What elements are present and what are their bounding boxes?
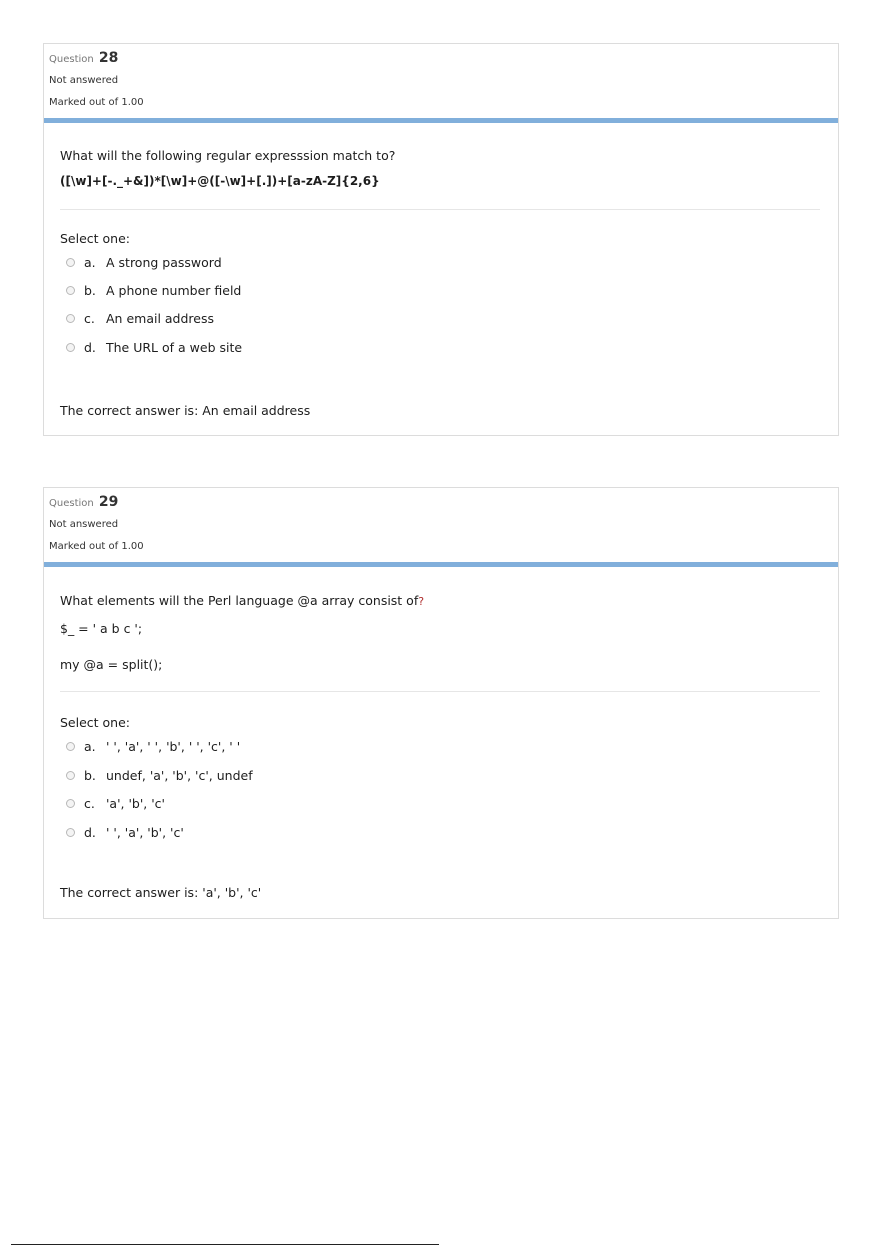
option-text: An email address: [106, 310, 215, 326]
option-letter: d.: [84, 824, 96, 840]
option-text: The URL of a web site: [106, 339, 243, 355]
select-prompt: Select one:: [60, 231, 131, 246]
option-a[interactable]: [66, 253, 222, 271]
option-d[interactable]: [66, 823, 184, 841]
question-text-main: What elements will the Perl language @a array consist of: [60, 593, 419, 608]
radio-button[interactable]: [66, 286, 75, 295]
option-a[interactable]: [66, 737, 240, 755]
option-text: 'a', 'b', 'c': [106, 795, 165, 811]
question-divider: [44, 118, 838, 123]
question-grade: Marked out of 1.00: [49, 541, 144, 552]
question-text: What will the following regular expresssion match to?: [60, 148, 396, 163]
question-grade: Marked out of 1.00: [49, 97, 144, 108]
option-c[interactable]: [66, 794, 165, 812]
option-letter: d.: [84, 339, 96, 355]
question-number: 29: [98, 494, 119, 510]
option-text: undef, 'a', 'b', 'c', undef: [106, 767, 253, 783]
question-state: Not answered: [49, 75, 119, 86]
radio-button[interactable]: [66, 258, 75, 267]
question-info: [44, 44, 838, 118]
option-text: A strong password: [106, 254, 222, 270]
question-mark: ?: [418, 595, 425, 608]
content-separator: [60, 691, 820, 692]
option-text: ' ', 'a', ' ', 'b', ' ', 'c', ' ': [106, 738, 241, 754]
option-b[interactable]: [66, 281, 241, 299]
question-number-label: [49, 494, 118, 510]
regex-code: ([\w]+[-._+&])*[\w]+@([-\w]+[.])+[a-zA-Z]{2,6}: [60, 174, 380, 188]
question-info: [44, 488, 838, 562]
code-line-1: $_ = ' a b c ';: [60, 621, 143, 636]
option-text: ' ', 'a', 'b', 'c': [106, 824, 184, 840]
question-number: 28: [98, 50, 119, 66]
question-28-card: [43, 43, 839, 436]
question-29-card: [43, 487, 839, 919]
radio-button[interactable]: [66, 771, 75, 780]
option-letter: b.: [84, 282, 96, 298]
radio-button[interactable]: [66, 343, 75, 352]
select-prompt: Select one:: [60, 715, 131, 730]
option-b[interactable]: [66, 766, 253, 784]
correct-answer: The correct answer is: 'a', 'b', 'c': [60, 885, 262, 900]
option-letter: b.: [84, 767, 96, 783]
option-letter: c.: [84, 310, 95, 326]
question-state: Not answered: [49, 519, 119, 530]
option-text: A phone number field: [106, 282, 242, 298]
radio-button[interactable]: [66, 799, 75, 808]
radio-button[interactable]: [66, 742, 75, 751]
radio-button[interactable]: [66, 828, 75, 837]
question-text: [60, 593, 424, 608]
question-label-text: Question: [49, 498, 94, 509]
question-divider: [44, 562, 838, 567]
option-letter: a.: [84, 738, 96, 754]
question-label-text: Question: [49, 54, 94, 65]
code-line-2: my @a = split();: [60, 657, 163, 672]
content-separator: [60, 209, 820, 210]
correct-answer: The correct answer is: An email address: [60, 403, 311, 418]
footer-rule: [11, 1244, 439, 1245]
radio-button[interactable]: [66, 314, 75, 323]
question-number-label: [49, 50, 118, 66]
option-d[interactable]: [66, 338, 242, 356]
option-letter: c.: [84, 795, 95, 811]
option-c[interactable]: [66, 309, 214, 327]
option-letter: a.: [84, 254, 96, 270]
